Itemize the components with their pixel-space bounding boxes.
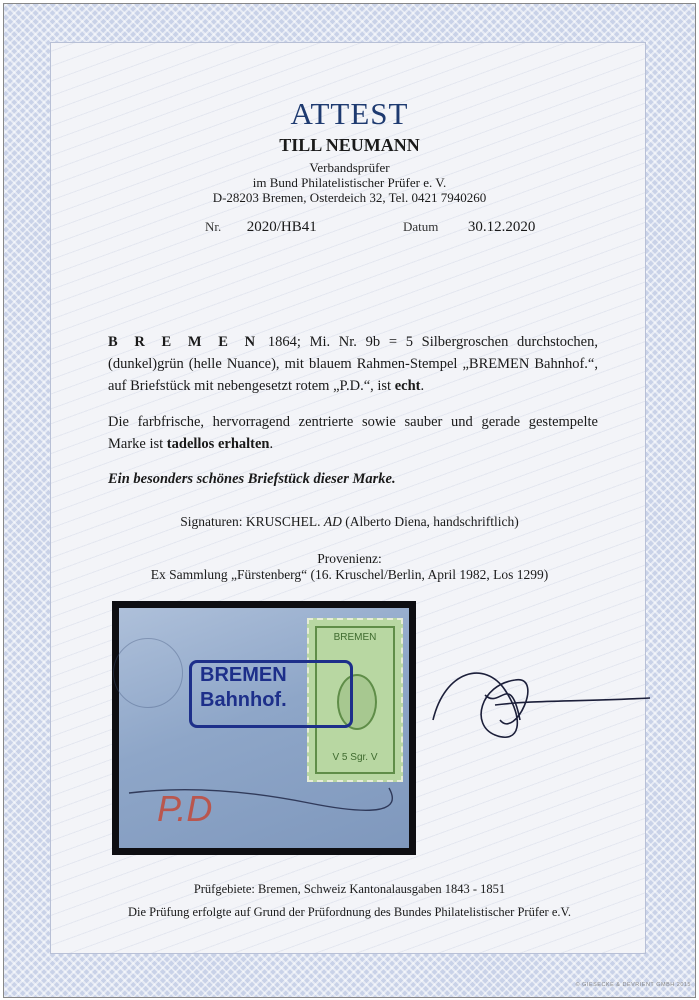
stamp-photo [112,601,416,855]
date-value: 30.12.2020 [467,219,536,235]
country-name: B R E M E N [108,334,260,350]
examiner-name: TILL NEUMANN [279,135,420,155]
handwritten-signature [425,650,655,760]
condition-text: Die farbfrische, hervorragend zentrierte sowie sauber und gerade gestempelte Marke ist [108,414,598,452]
nr-label: Nr. [205,219,222,234]
remark-paragraph: Ein besonders schönes Briefstück dieser Marke. [108,471,396,487]
certificate-title: ATTEST [290,96,409,131]
date-label: Datum [403,219,439,234]
description-text: 1864; Mi. Nr. 9b = 5 Silbergroschen durchstochen, (dunkel)grün (helle Nuance), mit blauem Rahmen-Stempel „BREMEN Bahnhof.“, auf Briefstück mit nebengesetzt rotem „P.D.“, ist [108,334,598,394]
provenance-value: Ex Sammlung „Fürstenberg“ (16. Kruschel/Berlin, April 1982, Los 1299) [150,567,549,582]
cancel-line-2: Bahnhof. [200,689,287,711]
date-row [403,219,535,236]
signatures-line [0,514,699,530]
description-end: . [420,378,425,394]
stamp-top-text: BREMEN [333,632,377,643]
frame-cancel [189,660,353,728]
printer-mark: © GIESECKE & DEVRIENT GMBH 2015 [575,982,691,988]
signatures-value-3: (Alberto Diena, handschriftlich) [341,514,519,529]
signatures-value-1: KRUSCHEL. [245,514,324,529]
signatures-value-2: AD [323,514,342,529]
provenance-label: Provenienz: [317,551,382,566]
examiner-role: Verbandsprüfer [309,160,390,175]
nr-row [205,219,317,236]
footer-scope: Prüfgebiete: Bremen, Schweiz Kantonalausgaben 1843 - 1851 [193,882,506,896]
cancel-line-1: BREMEN [200,664,287,686]
footer-rules: Die Prüfung erfolgte auf Grund der Prüfordnung des Bundes Philatelistischer Prüfer e.V. [127,905,572,919]
examiner-address: D-28203 Bremen, Osterdeich 32, Tel. 0421 7940260 [212,190,487,205]
description-paragraph [108,331,598,397]
signatures-label: Signaturen: [180,514,246,529]
condition-verdict: tadellos erhalten [166,436,270,452]
condition-end: . [269,436,274,452]
examiner-association: im Bund Philatelistischer Prüfer e. V. [252,175,447,190]
verdict: echt [394,378,421,394]
condition-paragraph [108,411,598,455]
cover-piece [119,608,409,848]
stamp-value-text: V 5 Sgr. V [332,752,378,763]
red-pd-mark: P.D [157,788,213,829]
nr-value: 2020/HB41 [246,219,317,235]
